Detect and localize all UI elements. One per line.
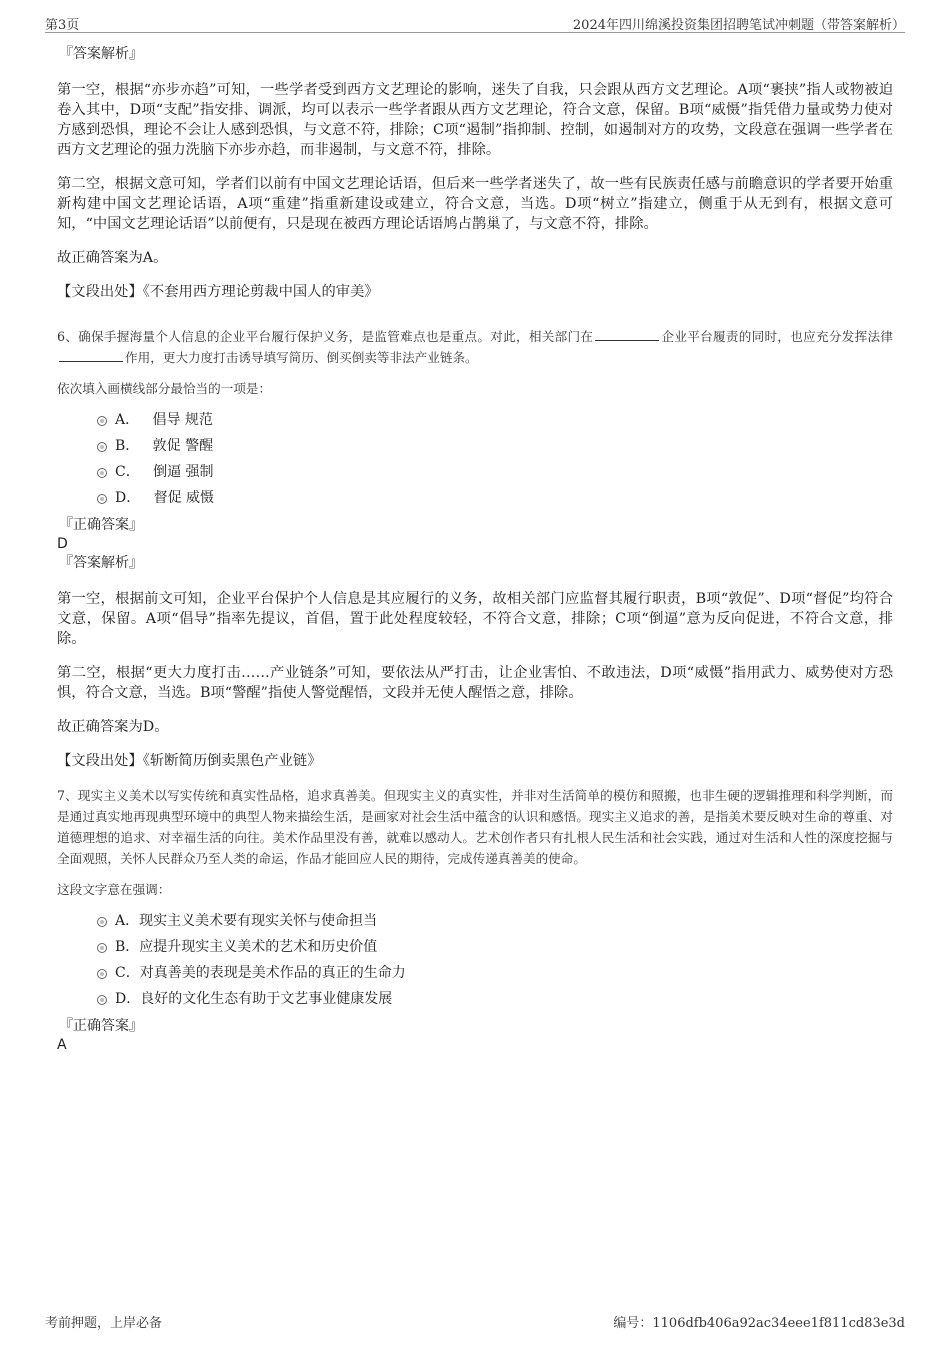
document-serial: 编号：1106dfb406a92ac34eee1f811cd83e3d bbox=[613, 1316, 905, 1331]
radio-icon[interactable] bbox=[97, 468, 107, 478]
q5-analysis-section bbox=[57, 44, 893, 302]
correct-answer-tag: 『正确答案』 bbox=[59, 517, 143, 533]
fill-blank bbox=[59, 349, 123, 362]
correct-answer: D bbox=[57, 536, 68, 552]
question-stem bbox=[57, 326, 893, 368]
radio-icon[interactable] bbox=[97, 442, 107, 452]
option-label: C． bbox=[115, 965, 140, 981]
option-a[interactable] bbox=[57, 407, 893, 433]
analysis-tag: 『答案解析』 bbox=[59, 46, 143, 62]
document-title: 2024年四川绵溪投资集团招聘笔试冲刺题（带答案解析） bbox=[572, 18, 905, 33]
analysis-paragraph: 第一空，根据“亦步亦趋”可知，一些学者受到西方文艺理论的影响，迷失了自我，只会跟从西方文艺理论。A项“裹挟”指人或物被迫卷入其中，D项“支配”指安排、调派，均可以表示一些学者跟从西方文艺理论，符合文意，保留。B项“威慑”指凭借力量或势力使对方感到恐惧，理论不会让人感到恐惧，与文意不符，排除；C项“遏制”指抑制、控制，如遏制对方的攻势，文段意在强调一些学者在西方文艺理论的强力洗脑下亦步亦趋，而非遏制，与文意不符，排除。 bbox=[57, 82, 893, 158]
option-c[interactable] bbox=[57, 960, 893, 986]
radio-icon[interactable] bbox=[97, 995, 107, 1005]
analysis-paragraph: 第二空，根据“更大力度打击……产业链条”可知，要依法从严打击，让企业害怕、不敢违法，D项“威慑”指用武力、威势使对方恐惧，符合文意，当选。B项“警醒”指使人警觉醒悟，文段并无使人醒悟之意，排除。 bbox=[57, 665, 893, 701]
passage-source: 【文段出处】《斩断简历倒卖黑色产业链》 bbox=[57, 753, 322, 769]
analysis-paragraph: 第二空，根据文意可知，学者们以前有中国文艺理论话语，但后来一些学者迷失了，故一些有民族责任感与前瞻意识的学者要开始重新构建中国文艺理论话语，A项“重建”指重新建设或建立，符合文意，当选。D项“树立”指建立，侧重于从无到有，根据文意可知，“中国文艺理论话语”以前便有，只是现在被西方理论话语鸠占鹊巢了，与文意不符，排除。 bbox=[57, 176, 893, 232]
option-label: B． bbox=[115, 939, 140, 955]
option-text: 应提升现实主义美术的艺术和历史价值 bbox=[139, 939, 378, 955]
question-stem: 7、现实主义美术以写实传统和真实性品格，追求真善美。但现实主义的真实性，并非对生活简单的模仿和照搬，也非生硬的逻辑推理和科学判断，而是通过真实地再现典型环境中的典型人物来描绘生活，是画家对社会生活中蕴含的认识和感悟。现实主义追求的善，是指美术要反映对生命的尊重、对道德理想的追求、对幸福生活的向往。美术作品里没有善，就难以感动人。艺术创作者只有扎根人民生活和社会实践，通过对生活和人性的深度挖掘与全面观照，关怀人民群众乃至人类的命运，作品才能回应人民的期待，完成传递真善美的使命。 bbox=[57, 788, 893, 866]
question-6 bbox=[57, 326, 893, 771]
option-d[interactable] bbox=[57, 986, 893, 1012]
question-prompt: 这段文字意在强调： bbox=[57, 882, 171, 897]
option-c[interactable] bbox=[57, 459, 893, 485]
option-b[interactable] bbox=[57, 934, 893, 960]
stem-part: 企业平台履责的同时，也应充分发挥法律 bbox=[661, 329, 894, 344]
option-list bbox=[57, 908, 893, 1012]
radio-icon[interactable] bbox=[97, 494, 107, 504]
correct-answer: A bbox=[57, 1037, 67, 1053]
passage-source: 【文段出处】《不套用西方理论剪裁中国人的审美》 bbox=[57, 284, 379, 300]
page-header bbox=[45, 10, 905, 33]
option-a[interactable] bbox=[57, 908, 893, 934]
page-footer bbox=[45, 1310, 905, 1330]
option-text: 良好的文化生态有助于文艺事业健康发展 bbox=[140, 991, 393, 1007]
footer-slogan: 考前押题，上岸必备 bbox=[45, 1316, 163, 1331]
option-label: D． bbox=[115, 991, 141, 1007]
stem-part: 6、确保手握海量个人信息的企业平台履行保护义务，是监管难点也是重点。对此，相关部门在 bbox=[57, 329, 594, 344]
option-label: A． bbox=[115, 412, 140, 428]
question-7 bbox=[57, 785, 893, 1054]
analysis-conclusion: 故正确答案为D。 bbox=[57, 719, 169, 735]
option-text: 督促 威慑 bbox=[153, 490, 215, 506]
page-content bbox=[57, 44, 893, 1054]
analysis-paragraph: 第一空，根据前文可知，企业平台保护个人信息是其应履行的义务，故相关部门应监督其履行职责，B项“敦促”、D项“督促”均符合文意，保留。A项“倡导”指率先提议，首倡，置于此处程度较轻，不符合文意，排除；C项“倒逼”意为反向促进，不符合文意，排除。 bbox=[57, 591, 893, 647]
option-label: D． bbox=[115, 490, 141, 506]
question-prompt: 依次填入画横线部分最恰当的一项是： bbox=[57, 381, 272, 396]
radio-icon[interactable] bbox=[97, 416, 107, 426]
option-label: B． bbox=[115, 438, 140, 454]
option-text: 敦促 警醒 bbox=[152, 438, 214, 454]
radio-icon[interactable] bbox=[97, 917, 107, 927]
analysis-conclusion: 故正确答案为A。 bbox=[57, 250, 168, 266]
option-label: A． bbox=[115, 913, 140, 929]
radio-icon[interactable] bbox=[97, 969, 107, 979]
radio-icon[interactable] bbox=[97, 943, 107, 953]
option-text: 现实主义美术要有现实关怀与使命担当 bbox=[139, 913, 378, 929]
option-text: 倒逼 强制 bbox=[153, 464, 214, 480]
analysis-tag: 『答案解析』 bbox=[59, 555, 143, 571]
option-text: 对真善美的表现是美术作品的真正的生命力 bbox=[139, 965, 406, 981]
page-number: 第3页 bbox=[45, 18, 80, 33]
option-label: C． bbox=[115, 464, 140, 480]
stem-part: 作用，更大力度打击诱导填写简历、倒买倒卖等非法产业链条。 bbox=[125, 350, 478, 365]
correct-answer-tag: 『正确答案』 bbox=[59, 1018, 143, 1034]
option-d[interactable] bbox=[57, 485, 893, 511]
option-list bbox=[57, 407, 893, 511]
option-b[interactable] bbox=[57, 433, 893, 459]
option-text: 倡导 规范 bbox=[152, 412, 213, 428]
fill-blank bbox=[595, 328, 659, 341]
